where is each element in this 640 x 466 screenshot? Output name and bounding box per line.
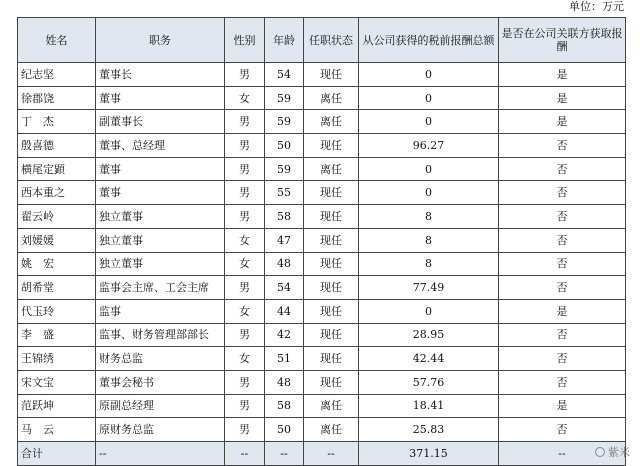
table-row [18,134,626,158]
cell-age: 44 [265,299,304,323]
cell-age: 54 [265,276,304,300]
cell-status: 现任 [304,252,359,276]
cell-age: 50 [265,418,304,442]
total-cell-age: -- [265,442,304,466]
cell-status: 离任 [304,157,359,181]
total-cell-status: -- [304,442,359,466]
cell-name: 殷喜德 [18,134,96,158]
table-row [18,86,626,110]
cell-age: 51 [265,347,304,371]
table-row [18,394,626,418]
cell-pretax-pay: 8 [359,228,499,252]
cell-related-party-pay: 否 [499,134,626,158]
cell-position: 财务总监 [96,347,225,371]
cell-name: 马 云 [18,418,96,442]
cell-gender: 男 [225,63,265,87]
unit-label: 单位：万元 [569,0,624,13]
cell-gender: 男 [225,157,265,181]
header-status: 任职状态 [304,18,359,63]
cell-name: 西本重之 [18,181,96,205]
total-cell-name: 合计 [18,442,96,466]
cell-status: 离任 [304,110,359,134]
cell-age: 59 [265,86,304,110]
cell-status: 现任 [304,228,359,252]
cell-pretax-pay: 25.83 [359,418,499,442]
cell-related-party-pay: 否 [499,347,626,371]
cell-related-party-pay: 是 [499,299,626,323]
cell-status: 现任 [304,276,359,300]
cell-pretax-pay: 57.76 [359,370,499,394]
cell-position: 董事长 [96,63,225,87]
cell-age: 50 [265,134,304,158]
cell-pretax-pay: 28.95 [359,323,499,347]
cell-related-party-pay: 否 [499,252,626,276]
table-row [18,205,626,229]
cell-position: 董事 [96,86,225,110]
cell-related-party-pay: 否 [499,205,626,229]
cell-gender: 女 [225,228,265,252]
cell-name: 纪志坚 [18,63,96,87]
cell-pretax-pay: 0 [359,181,499,205]
cell-age: 59 [265,110,304,134]
cell-status: 现任 [304,63,359,87]
cell-name: 王锦绣 [18,347,96,371]
cell-pretax-pay: 8 [359,252,499,276]
cell-gender: 男 [225,181,265,205]
cell-pretax-pay: 8 [359,205,499,229]
cell-related-party-pay: 是 [499,63,626,87]
cell-position: 董事会秘书 [96,370,225,394]
cell-name: 丁 杰 [18,110,96,134]
cell-gender: 男 [225,110,265,134]
cell-pretax-pay: 0 [359,110,499,134]
cell-pretax-pay: 96.27 [359,134,499,158]
table-row [18,228,626,252]
cell-gender: 男 [225,205,265,229]
cell-position: 董事、总经理 [96,134,225,158]
cell-status: 现任 [304,134,359,158]
cell-name: 李 盛 [18,323,96,347]
cell-gender: 男 [225,323,265,347]
cell-pretax-pay: 0 [359,63,499,87]
cell-gender: 女 [225,252,265,276]
cell-name: 宋文宝 [18,370,96,394]
total-cell-position: -- [96,442,225,466]
cell-related-party-pay: 否 [499,323,626,347]
cell-age: 42 [265,323,304,347]
cell-name: 代玉玲 [18,299,96,323]
cell-status: 离任 [304,418,359,442]
cell-pretax-pay: 77.49 [359,276,499,300]
table-row [18,370,626,394]
cell-related-party-pay: 是 [499,110,626,134]
compensation-table [17,17,626,466]
cell-status: 现任 [304,205,359,229]
table-row [18,157,626,181]
cell-status: 现任 [304,323,359,347]
cell-position: 监事 [96,299,225,323]
cell-gender: 女 [225,86,265,110]
table-row [18,63,626,87]
cell-status: 离任 [304,86,359,110]
table-row [18,418,626,442]
cell-related-party-pay: 是 [499,394,626,418]
cell-position: 独立董事 [96,252,225,276]
cell-position: 原财务总监 [96,418,225,442]
header-pretax-pay: 从公司获得的税前报酬总额 [359,18,499,63]
header-name: 姓名 [18,18,96,63]
cell-related-party-pay: 否 [499,418,626,442]
table-row [18,276,626,300]
cell-pretax-pay: 42.44 [359,347,499,371]
cell-pretax-pay: 0 [359,157,499,181]
watermark [595,444,630,460]
header-related-party-pay: 是否在公司关联方获取报酬 [499,18,626,63]
cell-gender: 男 [225,370,265,394]
cell-position: 独立董事 [96,228,225,252]
cell-name: 范跃坤 [18,394,96,418]
table-row [18,299,626,323]
cell-name: 横尾定顕 [18,157,96,181]
header-position: 职务 [96,18,225,63]
watermark-text: 紫米 [608,446,630,459]
cell-name: 翟云岭 [18,205,96,229]
cell-gender: 女 [225,347,265,371]
cell-age: 58 [265,205,304,229]
cell-gender: 男 [225,418,265,442]
cell-age: 58 [265,394,304,418]
watermark-logo-icon [595,447,605,457]
cell-status: 现任 [304,181,359,205]
cell-age: 48 [265,370,304,394]
cell-related-party-pay: 否 [499,157,626,181]
table-row [18,181,626,205]
cell-pretax-pay: 0 [359,86,499,110]
table-row [18,252,626,276]
cell-related-party-pay: 否 [499,181,626,205]
cell-age: 47 [265,228,304,252]
cell-position: 监事、财务管理部部长 [96,323,225,347]
cell-related-party-pay: 否 [499,370,626,394]
table-row [18,323,626,347]
cell-gender: 男 [225,276,265,300]
total-row [18,442,626,466]
cell-gender: 男 [225,134,265,158]
cell-status: 现任 [304,299,359,323]
header-gender: 性别 [225,18,265,63]
table-row [18,110,626,134]
cell-age: 55 [265,181,304,205]
cell-related-party-pay: 是 [499,86,626,110]
header-row [18,18,626,63]
total-cell-pretax-pay: 371.15 [359,442,499,466]
cell-name: 徐郡饶 [18,86,96,110]
cell-name: 姚 宏 [18,252,96,276]
cell-status: 现任 [304,370,359,394]
cell-position: 监事会主席、工会主席 [96,276,225,300]
cell-age: 48 [265,252,304,276]
table-row [18,347,626,371]
total-cell-related-party-pay: -- [499,442,626,466]
cell-position: 董事 [96,181,225,205]
cell-position: 原副总经理 [96,394,225,418]
cell-age: 54 [265,63,304,87]
cell-pretax-pay: 18.41 [359,394,499,418]
cell-pretax-pay: 0 [359,299,499,323]
table-body [18,63,626,466]
cell-related-party-pay: 否 [499,276,626,300]
cell-status: 现任 [304,347,359,371]
cell-age: 59 [265,157,304,181]
cell-status: 离任 [304,394,359,418]
header-age: 年龄 [265,18,304,63]
cell-name: 胡希堂 [18,276,96,300]
cell-gender: 男 [225,394,265,418]
cell-related-party-pay: 否 [499,228,626,252]
cell-gender: 女 [225,299,265,323]
cell-position: 董事 [96,157,225,181]
cell-position: 独立董事 [96,205,225,229]
cell-name: 刘媛媛 [18,228,96,252]
total-cell-gender: -- [225,442,265,466]
cell-position: 副董事长 [96,110,225,134]
